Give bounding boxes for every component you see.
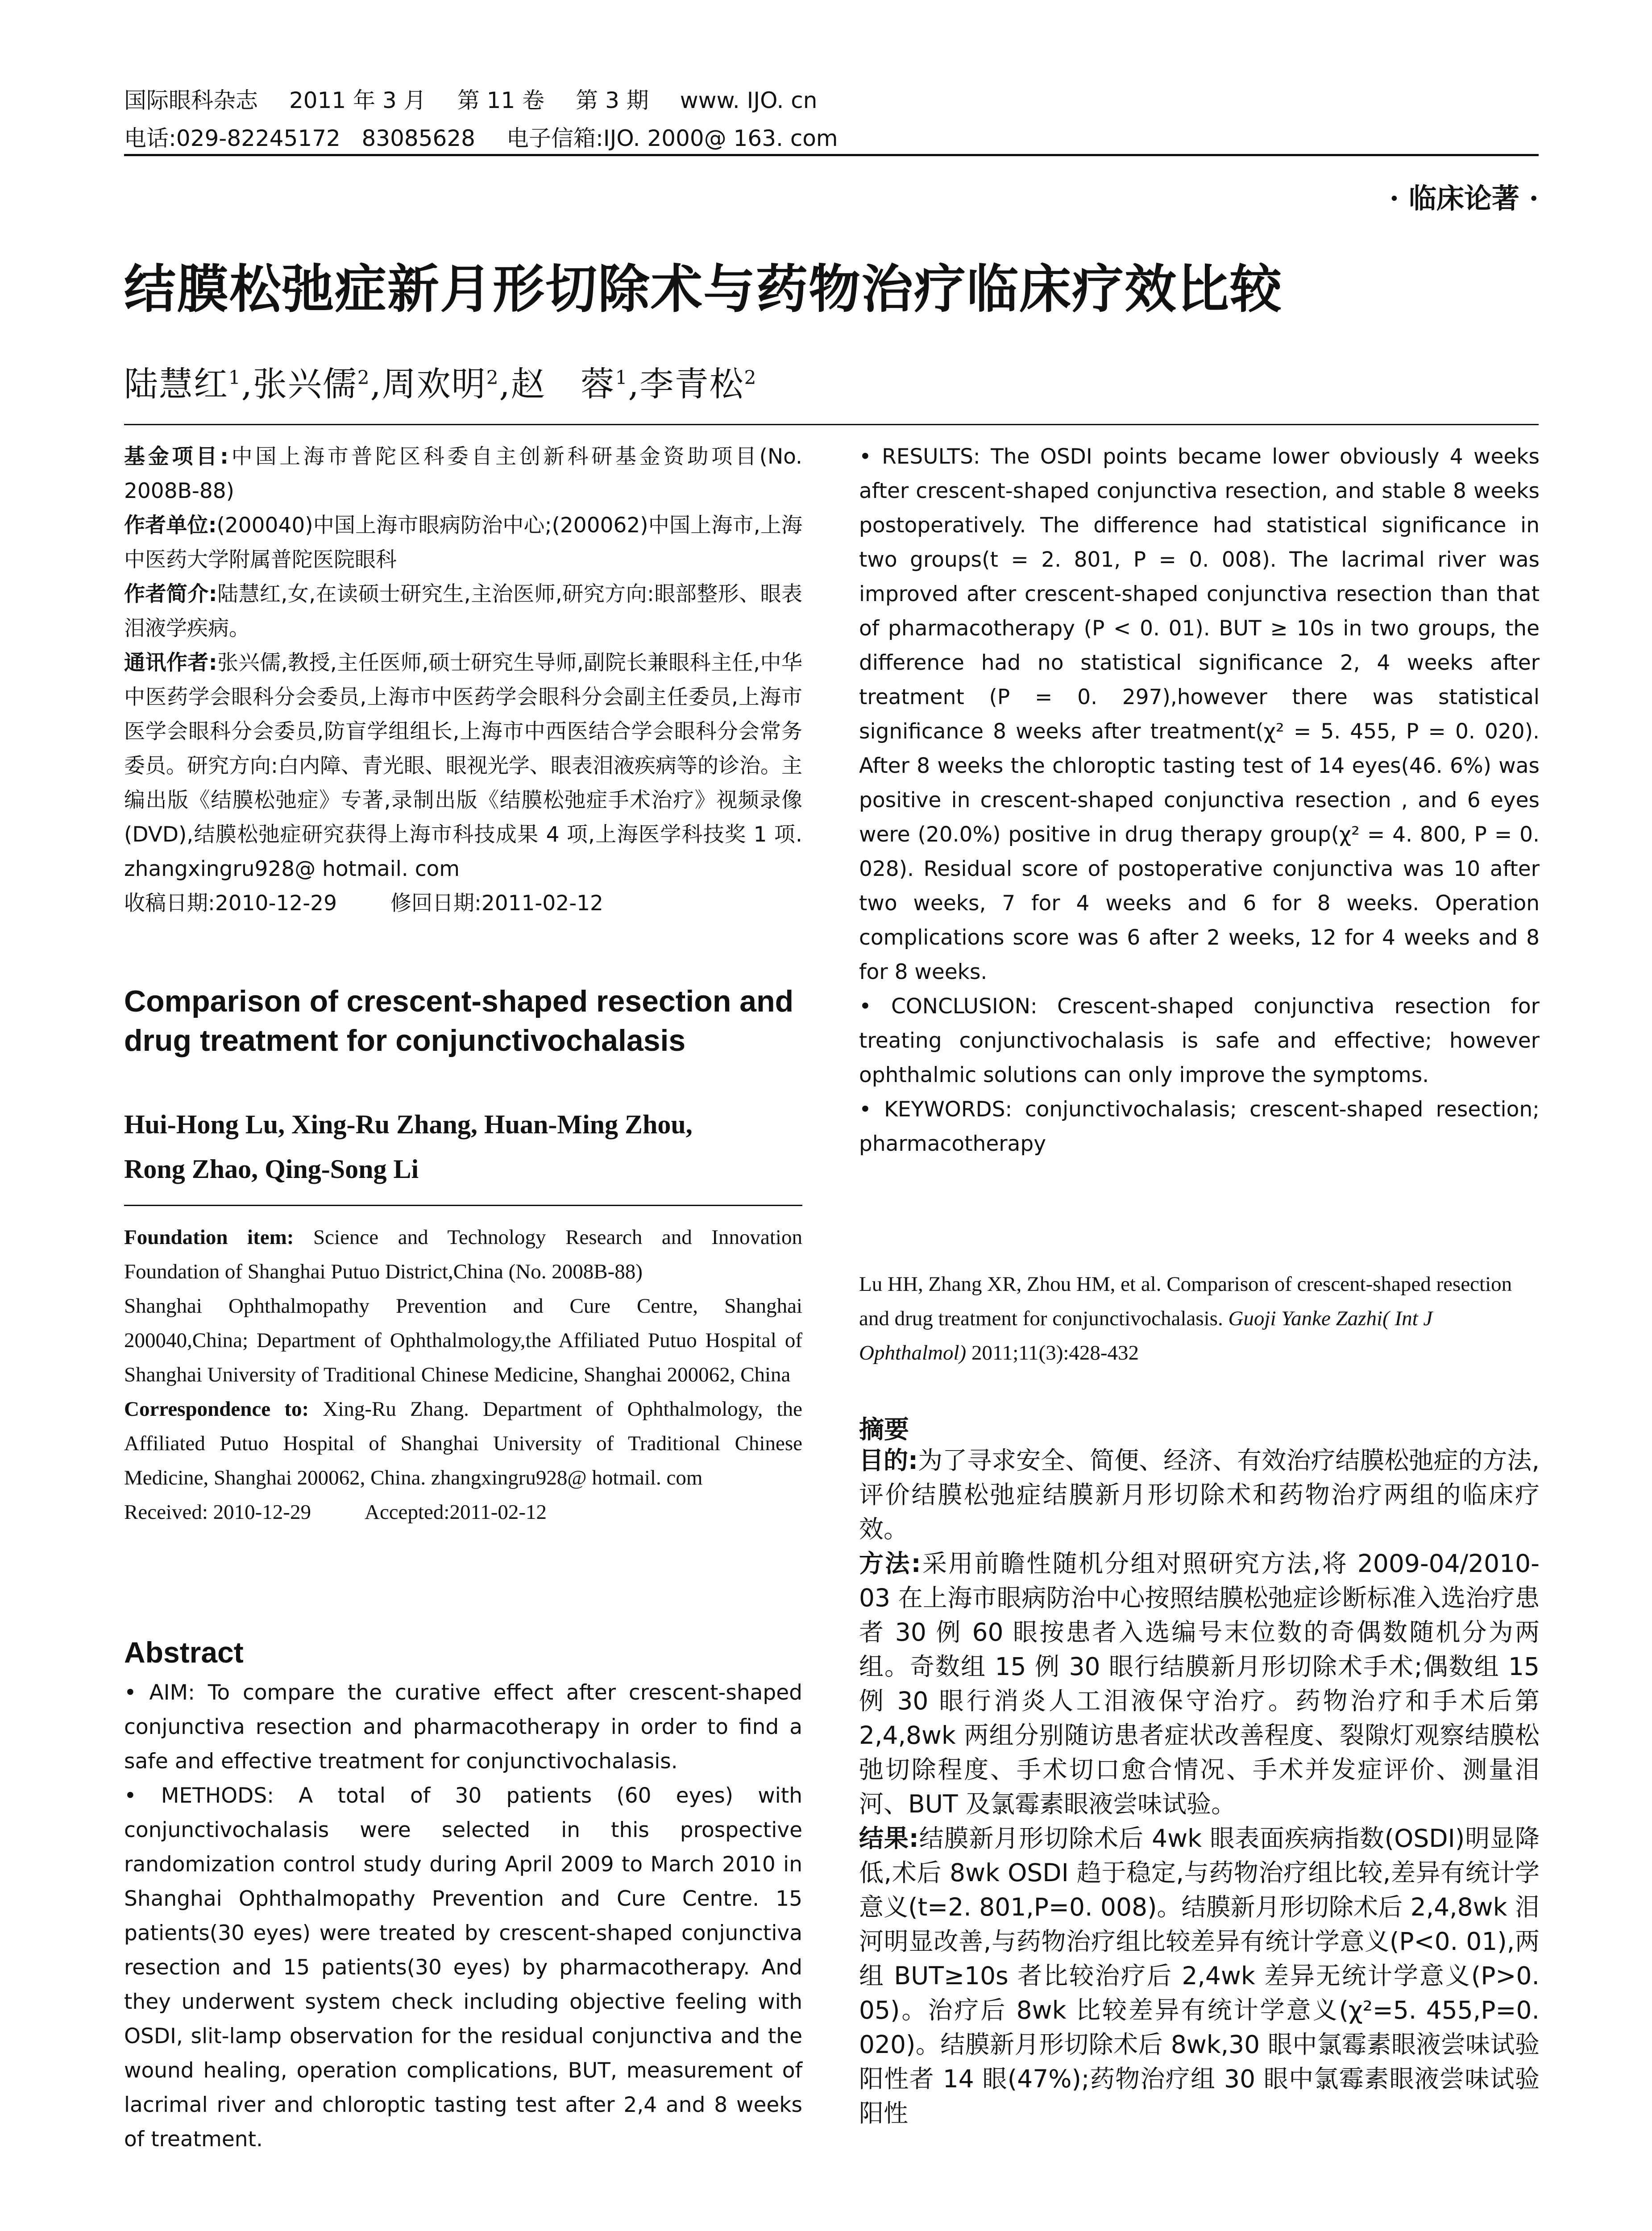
abstract-right xyxy=(859,440,1540,1161)
author-name: 张兴儒 xyxy=(253,364,357,404)
citation xyxy=(859,1267,1540,1370)
english-authors-line1: Hui-Hong Lu, Xing-Ru Zhang, Huan-Ming Zhou, xyxy=(124,1110,693,1139)
citation-ref: 2011;11(3):428-432 xyxy=(971,1341,1139,1364)
correspondence-cn: 通讯作者:张兴儒,教授,主任医师,硕士研究生导师,副院长兼眼科主任,中华中医药学会眼科分会委员,上海市中医药学会眼科分会副主任委员,上海市医学会眼科分会委员,防盲学组组长,上海市中西医结合学会眼科分会常务委员。研究方向:白内障、青光眼、眼视光学、眼表泪液疾病等的诊治。主编出版《结膜松弛症》专著,录制出版《结膜松弛症手术治疗》视频录像(DVD),结膜松弛症研究获得上海市科技成果 4 项,上海医学科技奖 1 项. zhangxingru928@ hotmail. com xyxy=(124,651,802,881)
chinese-abstract xyxy=(859,1443,1540,2131)
english-authors-rule xyxy=(124,1205,802,1206)
journal-header-line2 xyxy=(124,120,869,153)
english-metadata xyxy=(124,1220,802,1530)
abstract-heading: Abstract xyxy=(124,1636,244,1669)
journal-name: 国际眼科杂志 xyxy=(124,87,258,113)
author-name: 周欢明 xyxy=(382,364,486,404)
author-name: 赵 蓉 xyxy=(511,364,615,404)
author-name: 陆慧红 xyxy=(124,364,228,404)
foundation-cn: 基金项目:中国上海市普陀区科委自主创新科研基金资助项目(No. 2008B-88) xyxy=(124,444,802,503)
abstract-left xyxy=(124,1675,802,2156)
abstract-keywords: • KEYWORDS: conjunctivochalasis; crescent-shaped resection; pharmacotherapy xyxy=(859,1097,1540,1156)
chinese-abstract-heading: 摘要 xyxy=(859,1415,909,1444)
citation-journal: Guoji Yanke Zazhi( Int J Ophthalmol) xyxy=(859,1307,1433,1364)
author-name: 李青松 xyxy=(639,364,744,404)
dates-en: Received: 2010-12-29 Accepted:2011-02-12 xyxy=(124,1501,547,1524)
email: 电子信箱:IJO. 2000@ 163. com xyxy=(506,125,838,151)
citation-text: Lu HH, Zhang XR, Zhou HM, et al. Comparison of crescent-shaped resection and drug treatment for conjunctivochalasis. xyxy=(859,1273,1512,1330)
author-affiliation: 2 xyxy=(357,366,370,389)
title-rule xyxy=(124,424,1539,425)
english-authors xyxy=(124,1102,802,1191)
zh-results: 结果:结膜新月形切除术后 4wk 眼表面疾病指数(OSDI)明显降低,术后 8wk OSDI 趋于稳定,与药物治疗组比较,差异有统计学意义(t=2. 801,P=0. 008)。结膜新月形切除术后 2,4,8wk 泪河明显改善,与药物治疗组比较差异有统计学意义(P<0. 01),两组 BUT≥10s 者比较治疗后 2,4wk 差异无统计学意义(P>0. 05)。治疗后 8wk 比较差异有统计学意义(χ²=5. 455,P=0. 020)。结膜新月形切除术后 8wk,30 眼中氯霉素眼液尝味试验阳性者 14 眼(47%);药物治疗组 30 眼中氯霉素眼液尝味试验阳性 xyxy=(859,1824,1540,2127)
abstract-conclusion: • CONCLUSION: Crescent-shaped conjunctiva resection for treating conjunctivochalasis is safe and effective; however ophthalmic solutions can only improve the symptoms. xyxy=(859,994,1540,1087)
issue: 第 3 期 xyxy=(576,87,649,113)
section-label: · 临床论著 · xyxy=(1389,182,1539,215)
correspondence-en: Correspondence to: Xing-Ru Zhang. Department of Ophthalmology, the Affiliated Putuo Hospital of Shanghai University of Traditional Chinese Medicine, Shanghai 200062, China. zhangxingru928@ hotmail. com xyxy=(124,1397,802,1489)
foundation-en: Foundation item: Science and Technology Research and Innovation Foundation of Shanghai Putuo District,China (No. 2008B-88) xyxy=(124,1226,802,1283)
author-list: 陆慧红$^1$,张兴儒$^2$,周欢明$^2$,赵 蓉$^1$,李青松$^2$ xyxy=(124,364,757,404)
issue-date: 2011 年 3 月 xyxy=(289,87,426,113)
website-link[interactable]: www. IJO. cn xyxy=(680,87,818,113)
abstract-aim: • AIM: To compare the curative effect after crescent-shaped conjunctiva resection and pharmacotherapy in order to find a safe and effective treatment for conjunctivochalasis. xyxy=(124,1680,802,1774)
author-affiliation: 1 xyxy=(228,366,241,389)
volume: 第 11 卷 xyxy=(457,87,545,113)
zh-methods: 方法:采用前瞻性随机分组对照研究方法,将 2009-04/2010-03 在上海市眼病防治中心按照结膜松弛症诊断标准入选治疗患者 30 例 60 眼按患者入选编号末位数的奇偶数随机分为两组。奇数组 15 例 30 眼行结膜新月形切除术手术;偶数组 15 例 30 眼行消炎人工泪液保守治疗。药物治疗和手术后第 2,4,8wk 两组分别随访患者症状改善程度、裂隙灯观察结膜松弛切除程度、手术切口愈合情况、手术并发症评价、测量泪河、BUT 及氯霉素眼液尝味试验。 xyxy=(859,1549,1540,1818)
author-affiliation: 2 xyxy=(486,366,499,389)
bio-cn: 作者简介:陆慧红,女,在读硕士研究生,主治医师,研究方向:眼部整形、眼表泪液学疾病。 xyxy=(124,582,803,641)
affiliation-cn: 作者单位:(200040)中国上海市眼病防治中心;(200062)中国上海市,上海中医药大学附属普陀医院眼科 xyxy=(124,513,802,572)
article-title: 结膜松弛症新月形切除术与药物治疗临床疗效比较 xyxy=(124,259,1283,319)
author-affiliation: 1 xyxy=(615,366,628,389)
english-authors-line2: Rong Zhao, Qing-Song Li xyxy=(124,1154,419,1184)
chinese-metadata xyxy=(124,440,802,921)
english-title: Comparison of crescent-shaped resection and drug treatment for conjunctivochalasis xyxy=(124,984,794,1057)
header-rule xyxy=(124,154,1539,156)
affiliation-en: Shanghai Ophthalmopathy Prevention and Cure Centre, Shanghai 200040,China; Department of Ophthalmology,the Affiliated Putuo Hospital of Shanghai University of Traditional Chinese Medicine, Shanghai 200062, China xyxy=(124,1294,802,1386)
zh-aim: 目的:为了寻求安全、简便、经济、有效治疗结膜松弛症的方法,评价结膜松弛症结膜新月形切除术和药物治疗两组的临床疗效。 xyxy=(859,1446,1540,1543)
dates-cn: 收稿日期:2010-12-29 修回日期:2011-02-12 xyxy=(124,891,603,916)
journal-header-line1 xyxy=(124,83,848,115)
abstract-methods: • METHODS: A total of 30 patients (60 eyes) with conjunctivochalasis were selected in this prospective randomization control study during April 2009 to March 2010 in Shanghai Ophthalmopathy Prevention and Cure Centre. 15 patients(30 eyes) were treated by crescent-shaped conjunctiva resection and 15 patients(30 eyes) by pharmacotherapy. And they underwent system check including objective feeling with OSDI, slit-lamp observation for the residual conjunctiva and the wound healing, operation complications, BUT, measurement of lacrimal river and chloroptic tasting test after 2,4 and 8 weeks of treatment. xyxy=(124,1783,802,2152)
author-affiliation: 2 xyxy=(744,366,757,389)
abstract-results: • RESULTS: The OSDI points became lower obviously 4 weeks after crescent-shaped conjunctiva resection, and stable 8 weeks postoperatively. The difference had statistical significance in two groups(t = 2. 801, P = 0. 008). The lacrimal river was improved after crescent-shaped conjunctiva resection than that of pharmacotherapy (P < 0. 01). BUT ≥ 10s in two groups, the difference had no statistical significance 2, 4 weeks after treatment (P = 0. 297),however there was statistical significance 8 weeks after treatment(χ² = 5. 455, P = 0. 020). After 8 weeks the chloroptic tasting test of 14 eyes(46. 6%) was positive in crescent-shaped conjunctiva resection , and 6 eyes were (20.0%) positive in drug therapy group(χ² = 4. 800, P = 0. 028). Residual score of postoperative conjunctiva was 10 after two weeks, 7 for 4 weeks and 6 for 8 weeks. Operation complications score was 6 after 2 weeks, 12 for 4 weeks and 8 for 8 weeks. xyxy=(859,444,1540,984)
phone: 电话:029-82245172 83085628 xyxy=(124,125,475,151)
